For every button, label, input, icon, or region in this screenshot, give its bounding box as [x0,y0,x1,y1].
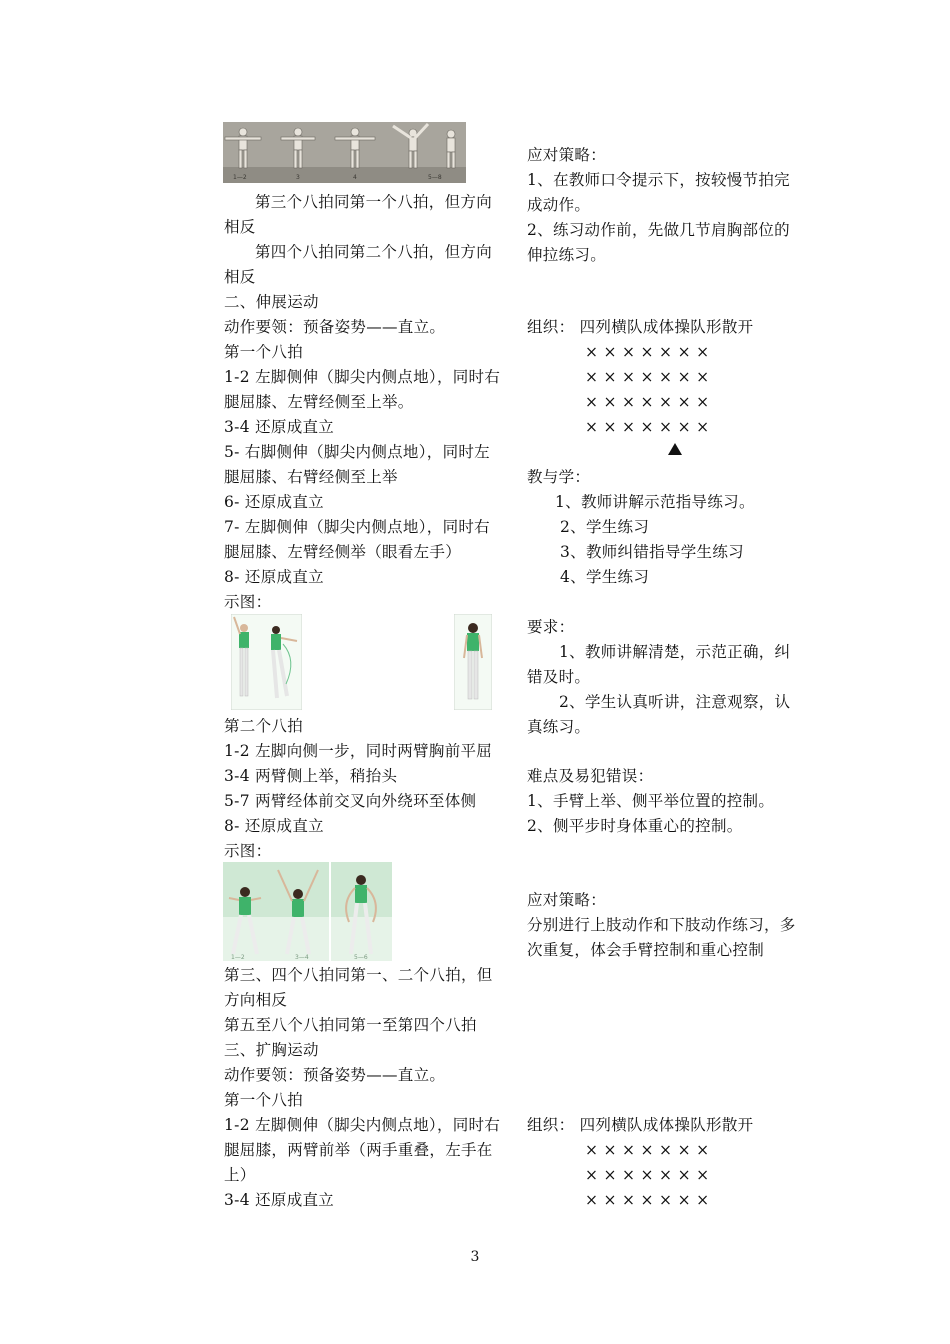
paragraph-line: 示图： [224,842,272,860]
paragraph-line: 2、学生认真听讲，注意观察，认 [559,693,791,711]
paragraph-line: 相反 [224,268,256,286]
formation-heading: 组织： 四列横队成体操队形散开 [527,1116,754,1134]
paragraph-line: 动作要领：预备姿势——直立。 [224,318,446,336]
section-heading: 应对策略： [527,891,607,909]
photo-caption: 4 [353,174,357,181]
paragraph-line: 第三个八拍同第一个八拍，但方向 [255,193,493,211]
paragraph-line: 3-4 还原成直立 [224,1191,335,1209]
paragraph-line: 相反 [224,218,256,236]
section-heading: 要求： [527,618,575,636]
paragraph-line: 5- 右脚侧伸（脚尖内侧点地），同时左 [224,443,490,461]
paragraph-line: 第三、四个八拍同第一、二个八拍，但 [224,966,493,984]
formation-row: × × × × × × × [585,1166,710,1184]
section-heading: 二、伸展运动 [224,293,319,311]
paragraph-line: 第一个八拍 [224,343,304,361]
paragraph-line: 1、在教师口令提示下，按较慢节拍完 [527,171,790,189]
paragraph-line: 腿屈膝、左臂经侧举（眼看左手） [224,543,462,561]
formation-row: × × × × × × × [585,393,710,411]
photo-caption: 1—2 [231,954,245,961]
paragraph-line: 1、教师讲解清楚，示范正确，纠 [559,643,791,661]
formation-row: × × × × × × × [585,368,710,386]
paragraph-line: 1-2 左脚侧伸（脚尖内侧点地），同时右 [224,368,501,386]
paragraph-line: 8- 还原成直立 [224,568,324,586]
formation-heading: 组织： 四列横队成体操队形散开 [527,318,754,336]
paragraph-line: 1、教师讲解示范指导练习。 [555,493,755,511]
teacher-marker-icon [668,443,682,455]
paragraph-line: 真练习。 [527,718,591,736]
paragraph-line: 腿屈膝、右臂经侧至上举 [224,468,398,486]
section-heading: 难点及易犯错误： [527,767,654,785]
section-heading: 三、扩胸运动 [224,1041,319,1059]
formation-row: × × × × × × × [585,1191,710,1209]
paragraph-line: 1-2 左脚侧伸（脚尖内侧点地），同时右 [224,1116,501,1134]
exercise-photo-strip-3 [223,862,392,961]
formation-row: × × × × × × × [585,343,710,361]
paragraph-line: 5-7 两臂经体前交叉向外绕环至体侧 [224,792,477,810]
paragraph-line: 动作要领：预备姿势——直立。 [224,1066,446,1084]
paragraph-line: 2、侧平步时身体重心的控制。 [527,817,743,835]
paragraph-line: 方向相反 [224,991,288,1009]
paragraph-line: 4、学生练习 [560,568,650,586]
paragraph-line: 腿屈膝，两臂前举（两手重叠，左手在 [224,1141,493,1159]
photo-caption: 3 [296,174,300,181]
paragraph-line: 第五至八个八拍同第一至第四个八拍 [224,1016,477,1034]
paragraph-line: 6- 还原成直立 [224,493,324,511]
paragraph-line: 3-4 两臂侧上举，稍抬头 [224,767,398,785]
paragraph-line: 3-4 还原成直立 [224,418,335,436]
photo-caption: 5—6 [354,954,368,961]
section-heading: 应对策略： [527,146,607,164]
paragraph-line: 3、教师纠错指导学生练习 [560,543,744,561]
paragraph-line: 示图： [224,593,272,611]
exercise-photo-strip-1 [223,122,466,183]
page-number: 3 [470,1249,480,1265]
photo-caption: 1—2 [233,174,247,181]
paragraph-line: 伸拉练习。 [527,246,607,264]
photo-caption: 5—8 [428,174,442,181]
exercise-photo-2a [231,614,302,710]
paragraph-line: 分别进行上肢动作和下肢动作练习，多 [527,916,796,934]
paragraph-line: 1-2 左脚向侧一步，同时两臂胸前平屈 [224,742,493,760]
photo-caption: 3—4 [295,954,309,961]
paragraph-line: 第一个八拍 [224,1091,304,1109]
exercise-photo-2b [454,614,492,710]
paragraph-line: 第二个八拍 [224,717,304,735]
paragraph-line: 第四个八拍同第二个八拍，但方向 [255,243,493,261]
paragraph-line: 上） [224,1166,256,1184]
formation-row: × × × × × × × [585,1141,710,1159]
paragraph-line: 7- 左脚侧伸（脚尖内侧点地），同时右 [224,518,490,536]
paragraph-line: 8- 还原成直立 [224,817,324,835]
paragraph-line: 腿屈膝、左臂经侧至上举。 [224,393,414,411]
paragraph-line: 成动作。 [527,196,591,214]
paragraph-line: 2、练习动作前，先做几节肩胸部位的 [527,221,790,239]
section-heading: 教与学： [527,468,591,486]
paragraph-line: 错及时。 [527,668,591,686]
paragraph-line: 2、学生练习 [560,518,650,536]
formation-row: × × × × × × × [585,418,710,436]
paragraph-line: 1、手臂上举、侧平举位置的控制。 [527,792,775,810]
paragraph-line: 次重复，体会手臂控制和重心控制 [527,941,765,959]
